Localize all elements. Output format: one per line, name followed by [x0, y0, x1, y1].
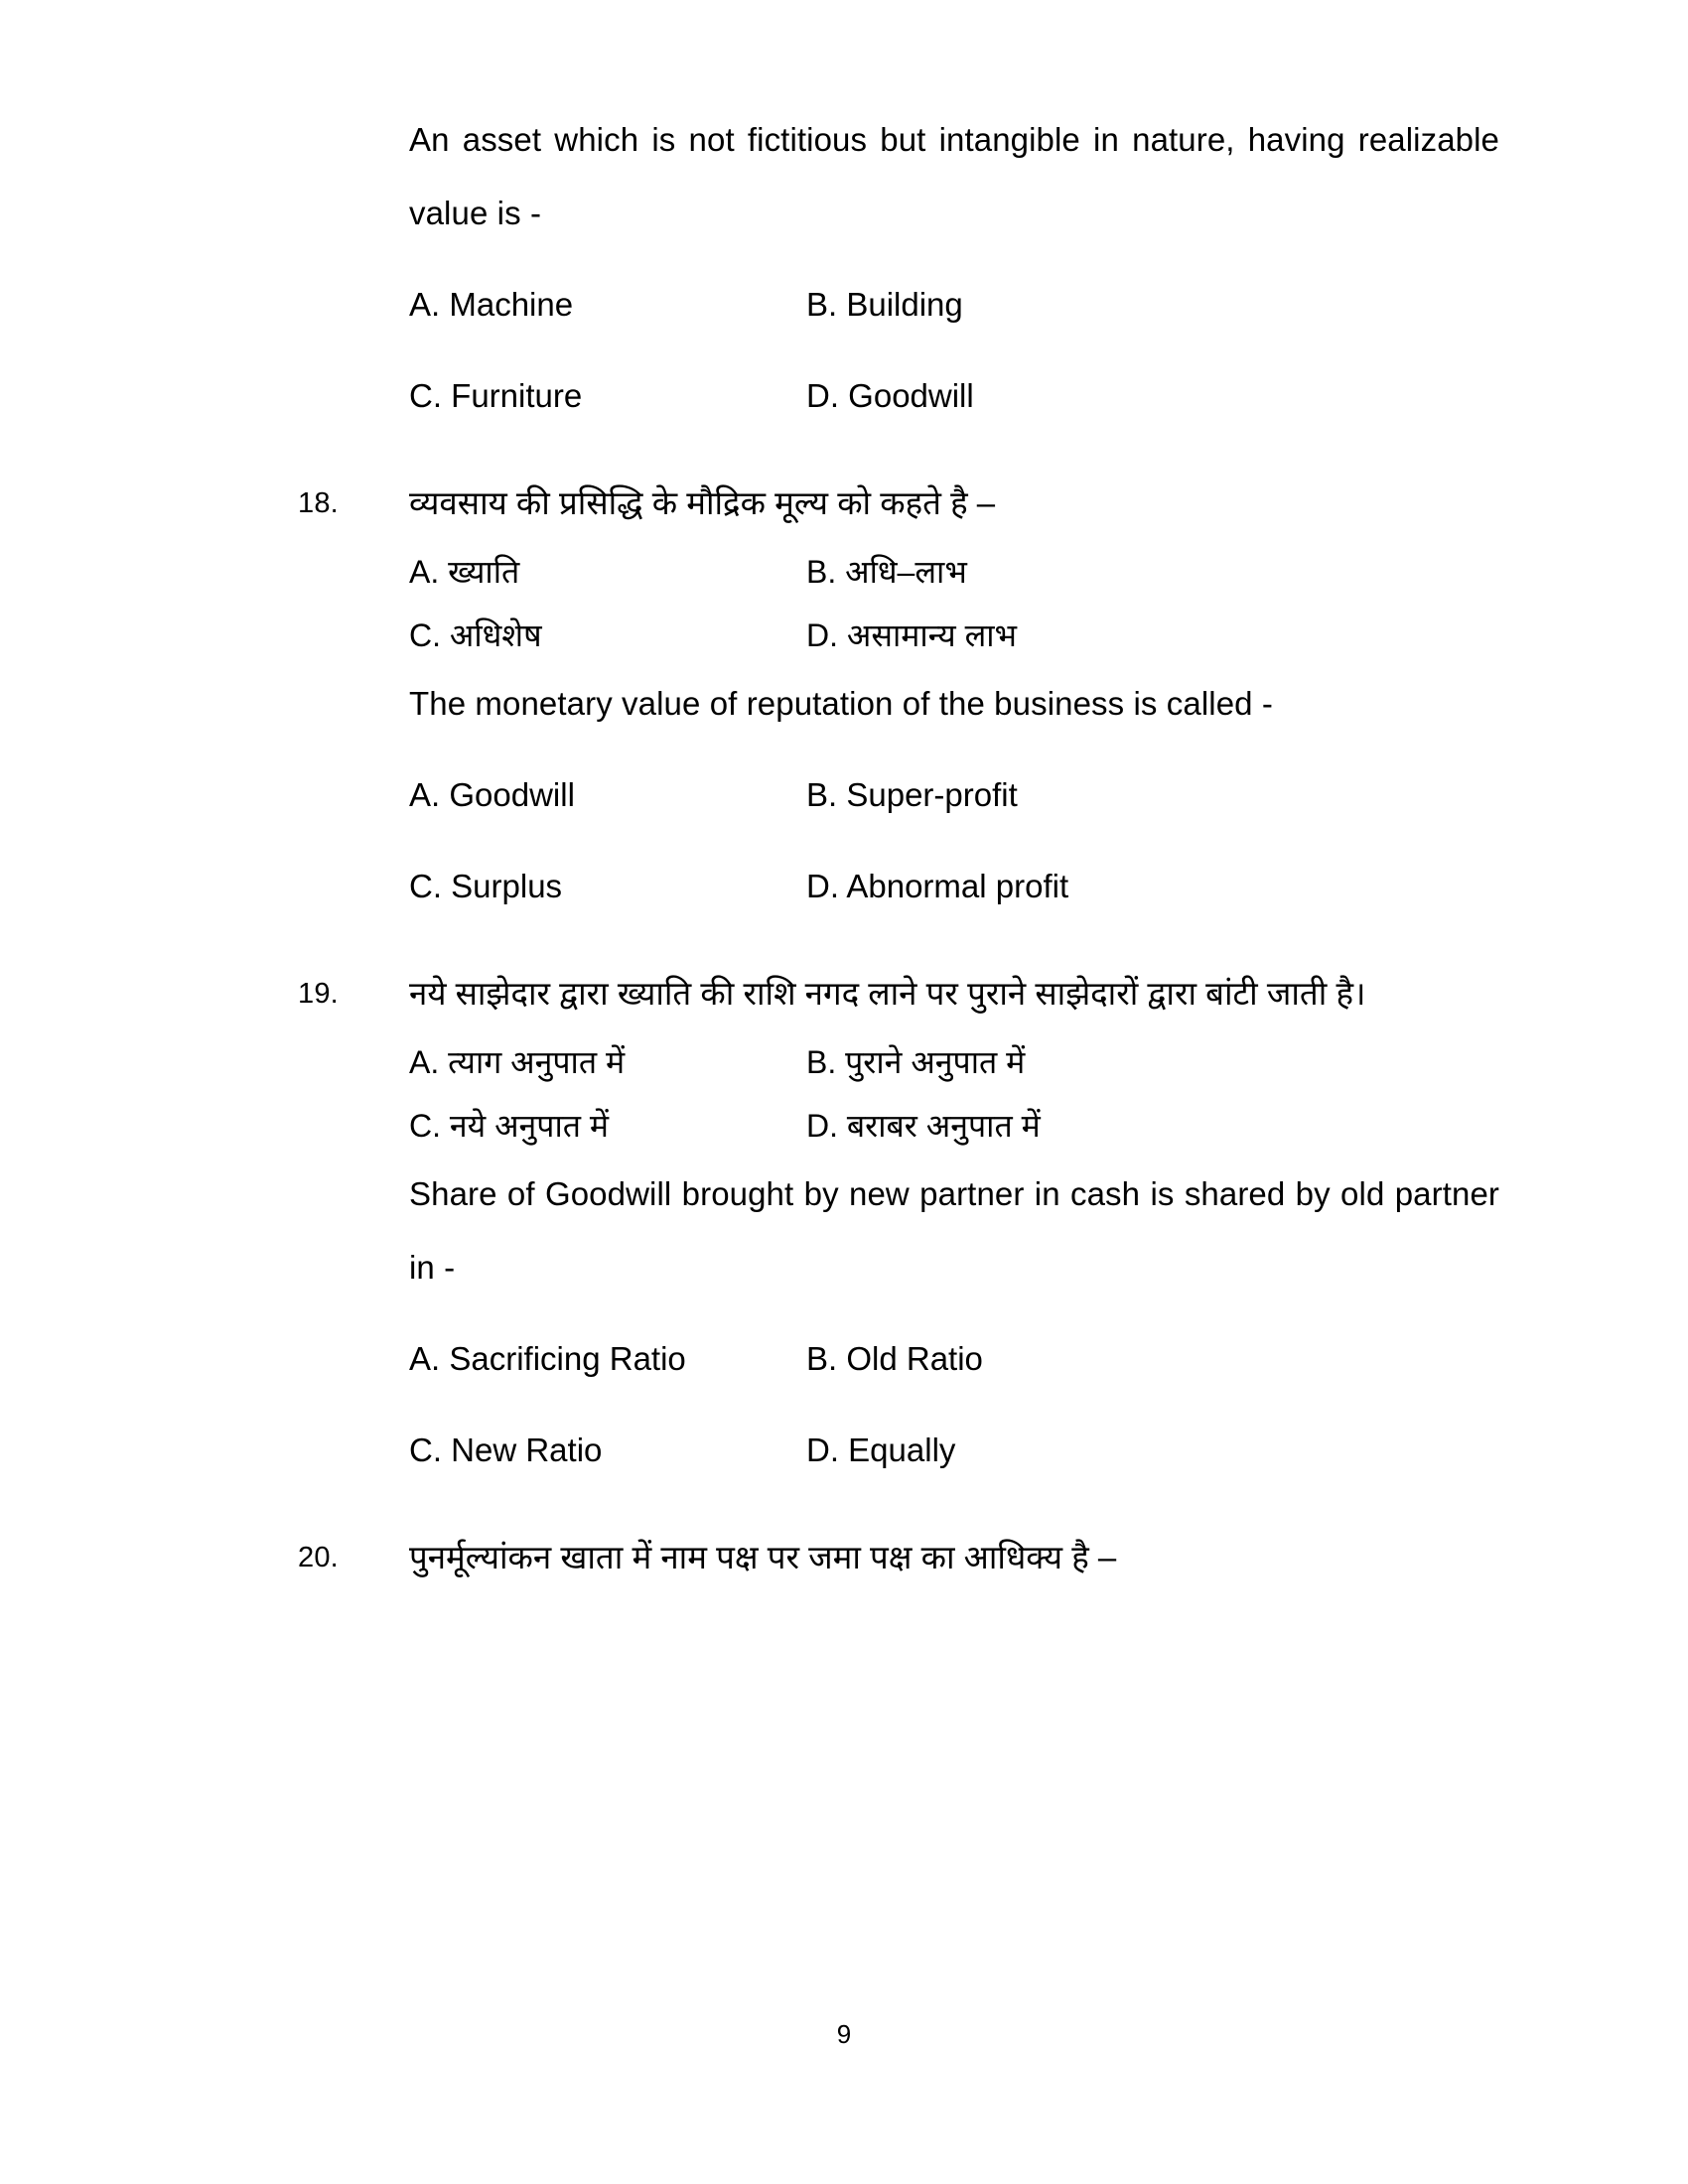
question-body-19: [409, 957, 1499, 1487]
option-d-hindi[interactable]: D. असामान्य लाभ: [806, 617, 1018, 653]
question-stem-english-19: Share of Goodwill brought by new partner in cash is shared by old partner in -: [409, 1175, 1499, 1286]
question-block-18: [0, 467, 1688, 923]
option-b-english[interactable]: B. Old Ratio: [806, 1340, 983, 1377]
option-c-english[interactable]: C. Surplus: [409, 868, 563, 904]
option-d-english[interactable]: D. Abnormal profit: [806, 868, 1069, 904]
option-c-hindi[interactable]: C. अधिशेष: [409, 617, 542, 653]
option-row-hindi-cd-18: [409, 604, 1499, 667]
option-a-english[interactable]: A. Sacrificing Ratio: [409, 1340, 686, 1377]
question-body-18: [409, 467, 1499, 923]
option-a-hindi[interactable]: A. त्याग अनुपात में: [409, 1044, 626, 1080]
option-row-english-ab-19: [409, 1322, 1499, 1396]
option-b-hindi[interactable]: B. अधि–लाभ: [806, 554, 967, 590]
option-d-english[interactable]: D. Equally: [806, 1432, 956, 1468]
option-row-cd: [409, 359, 1499, 433]
option-b[interactable]: B. Building: [806, 286, 963, 323]
option-row-hindi-cd-19: [409, 1094, 1499, 1158]
option-row-ab: [409, 268, 1499, 341]
question-block-20: [0, 1521, 1688, 1594]
option-row-english-cd-19: [409, 1414, 1499, 1487]
option-c-hindi[interactable]: C. नये अनुपात में: [409, 1108, 610, 1144]
option-b-hindi[interactable]: B. पुराने अनुपात में: [806, 1044, 1026, 1080]
option-a-english[interactable]: A. Goodwill: [409, 776, 575, 813]
option-row-english-cd-18: [409, 850, 1499, 923]
question-body: [409, 103, 1499, 433]
question-number-20: 20.: [298, 1542, 339, 1573]
option-row-hindi-ab-19: [409, 1030, 1499, 1094]
question-body-20: [409, 1521, 1499, 1594]
option-a[interactable]: A. Machine: [409, 286, 574, 323]
option-a-hindi[interactable]: A. ख्याति: [409, 554, 520, 590]
question-stem-hindi-19: नये साझेदार द्वारा ख्याति की राशि नगद लाने पर पुराने साझेदारों द्वारा बांटी जाती है।: [409, 975, 1366, 1012]
option-b-english[interactable]: B. Super-profit: [806, 776, 1018, 813]
question-stem-english: An asset which is not fictitious but intangible in nature, having realizable value is -: [409, 121, 1499, 231]
question-stem-hindi-20: पुनर्मूल्यांकन खाता में नाम पक्ष पर जमा पक्ष का आधिक्य है –: [409, 1539, 1117, 1575]
option-c-english[interactable]: C. New Ratio: [409, 1432, 603, 1468]
option-c[interactable]: C. Furniture: [409, 377, 583, 414]
question-block-17-continued: [0, 103, 1688, 433]
option-d-hindi[interactable]: D. बराबर अनुपात में: [806, 1108, 1041, 1144]
option-row-hindi-ab-18: [409, 540, 1499, 604]
question-block-19: [0, 957, 1688, 1487]
option-d[interactable]: D. Goodwill: [806, 377, 974, 414]
option-row-english-ab-18: [409, 758, 1499, 832]
question-number-19: 19.: [298, 978, 339, 1010]
question-stem-english-18: The monetary value of reputation of the business is called -: [409, 685, 1273, 722]
question-stem-hindi-18: व्यवसाय की प्रसिद्धि के मौद्रिक मूल्य को कहते है –: [409, 484, 996, 521]
page-number: 9: [836, 2019, 852, 2049]
question-number-18: 18.: [298, 487, 339, 519]
